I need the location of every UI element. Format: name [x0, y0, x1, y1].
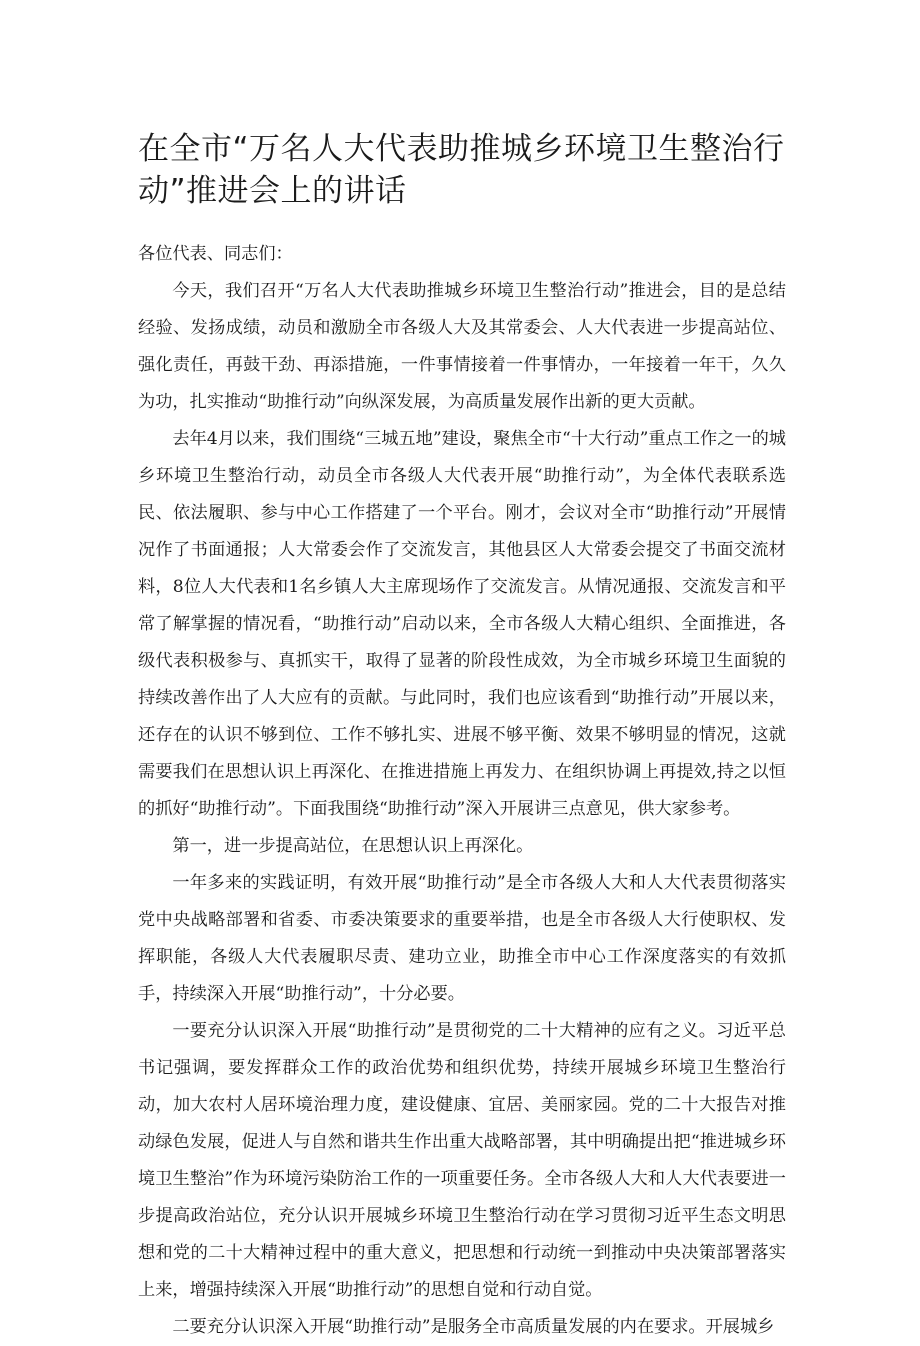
- paragraph-4: 一要充分认识深入开展“助推行动”是贯彻党的二十大精神的应有之义。习近平总书记强调，要发挥群众工作的政治优势和组织优势，持续开展城乡环境卫生整治行动，加大农村人居环境治理力度，建设健康、宜居、美丽家园。党的二十大报告对推动绿色发展，促进人与自然和谐共生作出重大战略部署，其中明确提出把“推进城乡环境卫生整治”作为环境污染防治工作的一项重要任务。全市各级人大和人大代表要进一步提高政治站位，充分认识开展城乡环境卫生整治行动在学习贯彻习近平生态文明思想和党的二十大精神过程中的重大意义，把思想和行动统一到推动中央决策部署落实上来，增强持续深入开展“助推行动”的思想自觉和行动自觉。: [138, 1021, 786, 1300]
- paragraph-1: 今天，我们召开“万名人大代表助推城乡环境卫生整治行动”推进会，目的是总结经验、发扬成绩，动员和激励全市各级人大及其常委会、人大代表进一步提高站位、强化责任，再鼓干劲、再添措施，一件事情接着一件事情办，一年接着一年干，久久为功，扎实推动“助推行动”向纵深发展，为高质量发展作出新的更大贡献。: [138, 281, 786, 412]
- salutation: 各位代表、同志们：: [138, 244, 293, 264]
- section-heading-1: 第一，进一步提高站位，在思想认识上再深化。: [172, 836, 534, 856]
- paragraph-3: 一年多来的实践证明，有效开展“助推行动”是全市各级人大和人大代表贯彻落实党中央战略部署和省委、市委决策要求的重要举措，也是全市各级人大行使职权、发挥职能，各级人大代表履职尽责、建功立业，助推全市中心工作深度落实的有效抓手，持续深入开展“助推行动”，十分必要。: [138, 873, 786, 1004]
- paragraph-5: 二要充分认识深入开展“助推行动”是服务全市高质量发展的内在要求。开展城乡: [172, 1317, 775, 1337]
- document-page: [138, 128, 786, 1346]
- paragraph-2: 去年4月以来，我们围绕“三城五地”建设，聚焦全市“十大行动”重点工作之一的城乡环境卫生整治行动，动员全市各级人大代表开展“助推行动”，为全体代表联系选民、依法履职、参与中心工作搭建了一个平台。刚才，会议对全市“助推行动”开展情况作了书面通报；人大常委会作了交流发言，其他县区人大常委会提交了书面交流材料，8位人大代表和1名乡镇人大主席现场作了交流发言。从情况通报、交流发言和平常了解掌握的情况看，“助推行动”启动以来，全市各级人大精心组织、全面推进，各级代表积极参与、真抓实干，取得了显著的阶段性成效，为全市城乡环境卫生面貌的持续改善作出了人大应有的贡献。与此同时，我们也应该看到“助推行动”开展以来，还存在的认识不够到位、工作不够扎实、进展不够平衡、效果不够明显的情况，这就需要我们在思想认识上再深化、在推进措施上再发力、在组织协调上再提效,持之以恒的抓好“助推行动”。下面我围绕“助推行动”深入开展讲三点意见，供大家参考。: [138, 429, 786, 819]
- document-title: 在全市“万名人大代表助推城乡环境卫生整治行动”推进会上的讲话: [138, 131, 785, 209]
